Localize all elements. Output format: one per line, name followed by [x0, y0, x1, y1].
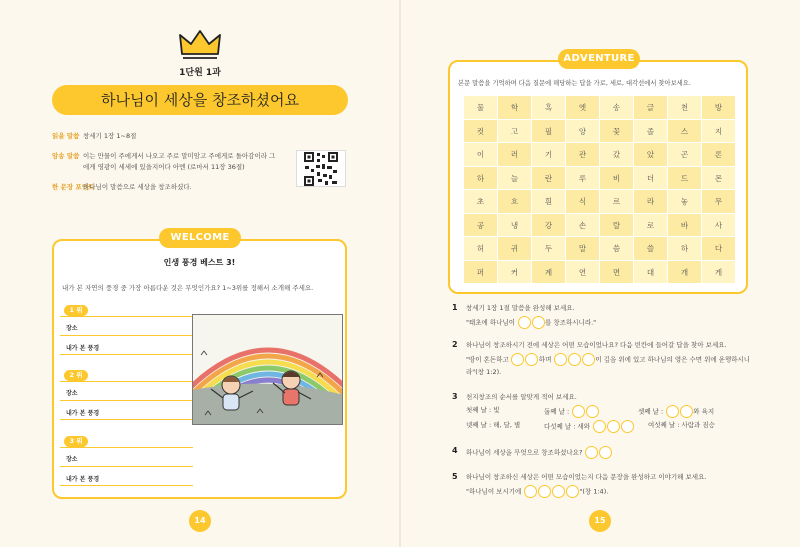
qr-code-graphic [304, 152, 338, 186]
question-line: "땅이 혼돈하고 하며 이 깊음 위에 있고 하나님의 영은 수면 위에 운행하시니 [466, 353, 750, 366]
answer-circle[interactable] [554, 353, 567, 366]
grid-cell[interactable]: 하 [668, 237, 702, 261]
question-line: 첫째 날 : 빛 둘째 날 : 셋째 날 : 와 육지 [466, 405, 756, 419]
question-line: 하나님이 창조하시기 전에 세상은 어떤 모습이었나요? 다음 빈칸에 들어갈 답을 찾아 보세요. [466, 341, 727, 349]
info-reading [52, 131, 382, 143]
question-line: 천지창조의 순서를 알맞게 적어 보세요. [466, 393, 577, 401]
answer-circle[interactable] [511, 353, 524, 366]
question-number: 1 [452, 303, 458, 312]
grid-cell[interactable]: 놓 [668, 190, 702, 214]
rank-divider [60, 485, 193, 486]
answer-circle[interactable] [607, 420, 620, 433]
grid-cell[interactable]: 다 [702, 237, 736, 261]
grid-cell[interactable]: 귀 [498, 237, 532, 261]
answer-circle[interactable] [524, 485, 537, 498]
grid-cell[interactable]: 꽃 [600, 120, 634, 144]
rank-badge: 2 위 [64, 370, 88, 381]
question-2 [452, 340, 757, 376]
welcome-pill: WELCOME [159, 228, 241, 248]
answer-circle[interactable] [568, 353, 581, 366]
answer-circle[interactable] [585, 446, 598, 459]
page-number-left: 14 [189, 510, 211, 532]
grid-cell[interactable]: 사 [702, 214, 736, 238]
grid-cell[interactable]: 씀 [600, 237, 634, 261]
rank-2-block [60, 370, 193, 420]
rank-3-block [60, 436, 193, 486]
grid-cell[interactable]: 공 [464, 214, 498, 238]
grid-cell[interactable]: 컷 [464, 120, 498, 144]
rank-place-label: 장소 [66, 325, 78, 332]
rank-divider [60, 419, 193, 420]
answer-circle[interactable] [666, 405, 679, 418]
answer-circle[interactable] [680, 405, 693, 418]
grid-cell[interactable]: 드 [668, 167, 702, 191]
rank-badge: 3 위 [64, 436, 88, 447]
word-search-grid [464, 96, 736, 284]
grid-cell[interactable]: 지 [702, 120, 736, 144]
rank-divider [60, 381, 193, 382]
grid-cell[interactable]: 흑 [532, 96, 566, 120]
welcome-subtitle: 인생 풍경 베스트 3! [163, 258, 236, 267]
rank-1-block [60, 305, 193, 355]
question-number: 4 [452, 446, 458, 455]
rank-reason-label: 내가 본 풍경 [66, 476, 100, 483]
welcome-question: 내가 본 자연의 풍경 중 가장 아름다운 것은 무엇인가요? 1~3위를 정해서 소개해 주세요. [62, 284, 314, 292]
grid-cell[interactable]: 스 [668, 120, 702, 144]
grid-cell[interactable]: 랄 [600, 214, 634, 238]
grid-cell[interactable]: 학 [498, 96, 532, 120]
question-line: 하나님이 창조하신 세상은 어떤 모습이었는지 다음 문장을 완성하고 이야기해 보세요. [466, 473, 707, 481]
grid-cell[interactable]: 두 [532, 237, 566, 261]
grid-cell[interactable]: 손 [566, 214, 600, 238]
grid-cell[interactable]: 식 [566, 190, 600, 214]
rank-place-label: 장소 [66, 456, 78, 463]
grid-cell[interactable]: 몬 [702, 167, 736, 191]
rainbow-scene [193, 315, 343, 425]
grid-cell[interactable]: 라 [634, 190, 668, 214]
info-text: 하나님이 말씀으로 세상을 창조하셨다. [83, 183, 192, 191]
question-line: 창세기 1장 1절 말씀을 완성해 보세요. [466, 304, 575, 312]
grid-cell[interactable]: 았 [634, 143, 668, 167]
grid-cell[interactable]: 기 [532, 143, 566, 167]
grid-cell[interactable]: 흐 [498, 190, 532, 214]
grid-cell[interactable]: 대 [634, 261, 668, 285]
grid-cell[interactable]: 루 [566, 167, 600, 191]
grid-cell[interactable]: 로 [634, 214, 668, 238]
answer-circle[interactable] [532, 316, 545, 329]
info-label: 읽을 말씀 [52, 132, 80, 140]
grid-cell[interactable]: 이 [464, 143, 498, 167]
question-line: 라"(창 1:2). [466, 368, 502, 376]
grid-cell[interactable]: 커 [498, 261, 532, 285]
answer-circle[interactable] [593, 420, 606, 433]
grid-cell[interactable]: 란 [532, 167, 566, 191]
grid-cell[interactable]: 냉 [498, 214, 532, 238]
unit-label: 1단원 1과 [179, 68, 221, 78]
grid-cell[interactable]: 송 [600, 96, 634, 120]
rank-place-label: 장소 [66, 390, 78, 397]
question-number: 3 [452, 392, 458, 401]
question-line: "하나님이 보시기에 "(창 1:4). [466, 485, 608, 498]
grid-cell[interactable]: 무 [702, 190, 736, 214]
grid-cell[interactable]: 엣 [566, 96, 600, 120]
rank-divider [60, 466, 193, 467]
grid-cell[interactable]: 연 [566, 261, 600, 285]
grid-cell[interactable]: 바 [668, 214, 702, 238]
rainbow-illustration [192, 314, 343, 425]
answer-circle[interactable] [599, 446, 612, 459]
answer-circle[interactable] [572, 405, 585, 418]
answer-circle[interactable] [621, 420, 634, 433]
grid-cell[interactable]: 계 [532, 261, 566, 285]
info-memory-verse [52, 151, 292, 175]
question-line: 하나님이 세상을 무엇으로 창조하셨나요? [466, 446, 612, 459]
rank-divider [60, 335, 193, 336]
question-3 [452, 392, 757, 431]
info-label: 암송 말씀 [52, 152, 80, 160]
grid-cell[interactable]: 방 [702, 96, 736, 120]
info-text: 에게 영광이 세세에 있을지어다 아멘 (로마서 11장 36절) [83, 163, 245, 171]
grid-cell[interactable]: 갔 [600, 143, 634, 167]
info-text: 창세기 1장 1~8절 [83, 132, 137, 140]
crown-icon [179, 28, 221, 60]
grid-cell[interactable]: 쓸 [634, 237, 668, 261]
lesson-title: 하나님이 세상을 창조하셨어요 [52, 85, 348, 115]
question-line: "태초에 하나님이 를 창조하시니라." [466, 316, 596, 329]
answer-circle[interactable] [566, 485, 579, 498]
answer-circle[interactable] [582, 353, 595, 366]
grid-cell[interactable]: 천 [668, 96, 702, 120]
rank-reason-label: 내가 본 풍경 [66, 345, 100, 352]
question-5 [452, 472, 757, 500]
grid-cell[interactable]: 면 [600, 261, 634, 285]
adventure-instruction: 본문 말씀을 기억하며 다음 질문에 해당하는 답을 가로, 세로, 대각선에서 찾아보세요. [458, 80, 691, 87]
grid-cell[interactable]: 허 [464, 237, 498, 261]
rank-badge: 1 위 [64, 305, 88, 316]
grid-cell[interactable]: 글 [634, 96, 668, 120]
grid-cell[interactable]: 개 [668, 261, 702, 285]
grid-cell[interactable]: 앙 [566, 120, 600, 144]
question-number: 2 [452, 340, 458, 349]
grid-cell[interactable]: 퍼 [464, 261, 498, 285]
question-number: 5 [452, 472, 458, 481]
grid-cell[interactable]: 말 [566, 237, 600, 261]
grid-cell[interactable]: 게 [702, 261, 736, 285]
info-point [52, 182, 292, 194]
grid-cell[interactable]: 곤 [668, 143, 702, 167]
answer-circle[interactable] [525, 353, 538, 366]
info-label: 한 문장 포인트 [52, 183, 95, 191]
question-line: 넷째 날 : 해, 달, 별 다섯째 날 : 새와 여섯째 날 : 사람과 짐승 [466, 420, 756, 434]
grid-cell[interactable]: 졸 [634, 120, 668, 144]
grid-cell[interactable]: 비 [600, 167, 634, 191]
adventure-pill: ADVENTURE [558, 49, 640, 69]
answer-circle[interactable] [518, 316, 531, 329]
rank-divider [60, 400, 193, 401]
grid-cell[interactable]: 하 [464, 167, 498, 191]
grid-cell[interactable]: 더 [634, 167, 668, 191]
grid-cell[interactable]: 관 [566, 143, 600, 167]
rank-reason-label: 내가 본 풍경 [66, 410, 100, 417]
rank-divider [60, 354, 193, 355]
answer-circle[interactable] [538, 485, 551, 498]
grid-cell[interactable]: 흰 [532, 190, 566, 214]
page-number-right: 15 [589, 510, 611, 532]
answer-circle[interactable] [552, 485, 565, 498]
question-1 [452, 303, 757, 327]
grid-cell[interactable]: 물 [464, 96, 498, 120]
grid-cell[interactable]: 고 [498, 120, 532, 144]
rank-divider [60, 316, 193, 317]
grid-cell[interactable]: 강 [532, 214, 566, 238]
grid-cell[interactable]: 르 [600, 190, 634, 214]
grid-cell[interactable]: 초 [464, 190, 498, 214]
grid-cell[interactable]: 러 [498, 143, 532, 167]
question-4 [452, 446, 757, 460]
answer-circle[interactable] [586, 405, 599, 418]
grid-cell[interactable]: 론 [702, 143, 736, 167]
grid-cell[interactable]: 늘 [498, 167, 532, 191]
qr-code-icon[interactable] [296, 150, 346, 187]
rank-divider [60, 447, 193, 448]
info-text: 이는 만물이 주에게서 나오고 주로 말미암고 주에게로 돌아감이라 그 [83, 152, 276, 160]
grid-cell[interactable]: 필 [532, 120, 566, 144]
